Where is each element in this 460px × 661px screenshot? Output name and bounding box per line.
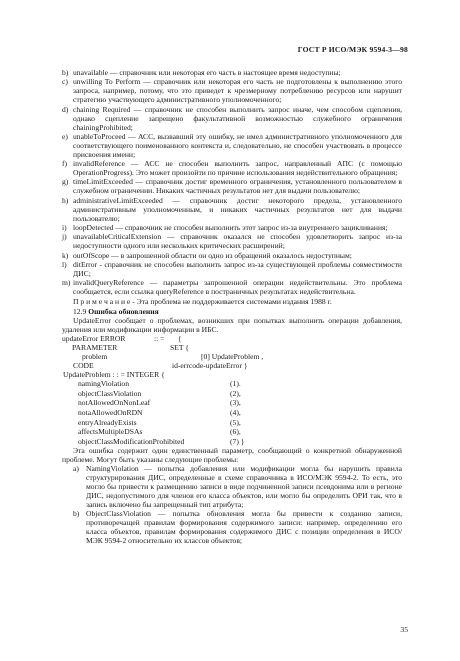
list-item-label: g) — [62, 177, 69, 187]
list-item-label: l) — [62, 259, 67, 269]
section-title: Ошибка обновления — [88, 307, 159, 317]
code-entry-value: (2), — [230, 388, 241, 398]
list-item — [62, 278, 402, 296]
code-line — [62, 361, 402, 370]
note: П р и м е ч а н и е - Эта проблема не поддерживается системами издания 1988 г. — [73, 297, 332, 307]
list-item — [62, 260, 402, 278]
list-item-text: unavailable — справочник или некоторая его часть в настоящее время недоступны; — [73, 68, 341, 77]
code-token: UpdateProblem : : = INTEGER { — [63, 370, 165, 380]
problem-list — [62, 464, 402, 545]
section-heading — [62, 307, 402, 316]
list-item-label: h) — [62, 195, 69, 205]
list-item-text: unwilling To Perform — справочник или некоторая его часть не подготовлены к выполнению этого запроса, например, потому, что это приведет к чрезмерному потреблению ресурсов или нарушит стратегию участвующего административного уполномоченного; — [73, 77, 402, 105]
list-item-label: f) — [62, 159, 68, 169]
list-item-text: ditError - справочник не способен выполнить запрос из-за существующей проблемы совместимости ДИС; — [73, 259, 402, 278]
page-content — [62, 68, 402, 545]
code-entry-value: (1). — [230, 379, 241, 389]
code-token: { — [178, 334, 182, 344]
error-list — [62, 68, 402, 296]
list-item-label: j) — [62, 232, 67, 242]
list-item — [62, 232, 402, 250]
code-token: PARAMETER — [72, 343, 118, 353]
list-item-text: unavailableCriticalExtension — справочник оказался не способен удовлетворить запрос из-за недоступности одного или нескольких критических расширений; — [73, 232, 402, 251]
code-entry — [62, 408, 402, 418]
code-token: problem — [82, 352, 108, 362]
list-item-label: m) — [62, 278, 71, 288]
code-entry — [62, 418, 402, 428]
list-item-text: invalidQueryReference — параметры запрошенной операции недействительны. Это проблема сообщается, если ссылка queryReference в постраничных результатах недействительна. — [73, 278, 402, 297]
code-token: CODE — [73, 361, 94, 371]
code-entry-value: (3), — [230, 398, 241, 408]
code-token: :: = — [154, 334, 165, 344]
list-item — [62, 177, 402, 195]
problem-item — [62, 464, 402, 509]
list-item-label: е) — [62, 131, 68, 141]
code-token: [0] UpdateProblem , — [201, 352, 264, 362]
list-item-label: b) — [62, 68, 69, 77]
list-item — [62, 196, 402, 223]
code-entry-name: namingViolation — [78, 379, 130, 389]
code-entry-value: (7) } — [230, 436, 245, 446]
list-item — [62, 223, 402, 232]
code-entry — [62, 379, 402, 389]
list-item-text: outOfScope — в запрошенной области он одно из обращений оказалось недоступным; — [73, 250, 352, 260]
code-entry-value: (4), — [230, 408, 241, 418]
problem-item — [62, 509, 402, 545]
list-item-text: unableToProceed — АСС, вызвавший эту ошибку, не имел административного уполномоченного для соответствующего поименованного контекста и, следовательно, не способен участвовать в процессе присвоения имени; — [73, 131, 402, 159]
code-token: updateError ERROR — [62, 334, 126, 344]
list-item-text: timeLimitExceeded — справочник достиг временного ограничения, установленного пользователем в служебном ограничении. Никаких частичных результатов нет для выдачи пользователю; — [73, 177, 402, 196]
code-entry-name: notaAllowedOnRDN — [78, 408, 143, 418]
list-item-label: i) — [62, 223, 67, 233]
code-entry — [62, 389, 402, 399]
code-line — [62, 334, 402, 343]
problem-item-label: а) — [73, 464, 79, 474]
list-item-text: chaining Required — справочник не способен выполнить запрос иначе, чем способом сцепления, однако сцепление запрещено факультативной возможностью служебного ограничения chainingProhibited; — [73, 104, 402, 132]
code-entry-name: objectClassModificationProhibited — [78, 436, 185, 446]
after-paragraph: Эта ошибка содержит один единственный параметр, сообщающий о конкретной обнаруженной проблеме. Могут быть указаны следующие проблемы: — [62, 446, 402, 465]
code-entry — [62, 398, 402, 408]
problem-item-text: NamingViolation — попытка добавления или модификации могла бы нарушить правила структурирования ДИС, определенные в схеме справочника в ИСО/МЭК 9594-2. То есть, это могло бы привести к размещению записи в виде подчиненной записи псевдонима или в регионе ДИС, недопустимого для членов его класса объектов, или могло бы определить ОРИ так, что в запись включено бы запрещенный тип атрибута; — [86, 464, 402, 510]
list-item-label: k) — [62, 250, 69, 260]
list-item-text: administrativeLimitExceeded — справочник достиг некоторого предела, установленного административным уполномоченным, и никаких частичных результатов нет для выдачи пользователю; — [73, 195, 402, 223]
list-item-label: d) — [62, 104, 69, 114]
code-entry-name: entryAlreadyExists — [78, 417, 137, 427]
code-entry-name: objectClassViolation — [78, 388, 142, 398]
code-token: SET { — [170, 343, 189, 353]
code-line — [62, 370, 402, 379]
code-entry-value: (5), — [230, 417, 241, 427]
list-item-text: invalidReference — АСС не способен выполнить запрос, направленный АПС (с помощью OperationProgress). Это может произойти по причине использования недействительного обращения; — [73, 159, 402, 178]
list-item — [62, 68, 402, 77]
list-item — [62, 251, 402, 260]
list-item-text: loopDetected — справочник не способен выполнить этот запрос из-за внутреннего зацикливания; — [73, 223, 388, 233]
page-header: ГОСТ Р ИСО/МЭК 9594-3—98 — [297, 45, 408, 54]
asn1-definition — [62, 334, 402, 446]
code-line — [62, 343, 402, 352]
section-number: 12.9 — [73, 307, 87, 317]
problem-code-list — [62, 379, 402, 446]
list-item — [62, 105, 402, 132]
code-entry-name: notAllowedOnNonLeaf — [78, 398, 151, 408]
page-number: 35 — [400, 625, 408, 634]
list-item-label: с) — [62, 77, 68, 87]
code-line — [62, 352, 402, 361]
problem-item-label: b) — [73, 509, 80, 519]
code-entry-value: (6), — [230, 427, 241, 437]
list-item — [62, 159, 402, 177]
intro-paragraph: UpdateError сообщает о проблемах, возникших при попытках выполнить операции добавления, удаления или модификации информации в ИБС. — [62, 316, 402, 335]
list-item — [62, 132, 402, 159]
problem-item-text: ObjectClassViolation — попытка обновления могла бы привести к созданию записи, противоречащей правилам формирования содержимого записи: например, определению его класса объектов, правилам формирования содержимого ДИС с позиции определения в ИСО/МЭК 9594-2 относительно их классов объектов; — [86, 509, 402, 546]
list-item — [62, 77, 402, 104]
code-entry — [62, 427, 402, 437]
code-entry — [62, 437, 402, 447]
code-entry-name: affectsMultipleDSAs — [78, 427, 143, 437]
code-token: id-errcode-updateError } — [172, 361, 248, 371]
